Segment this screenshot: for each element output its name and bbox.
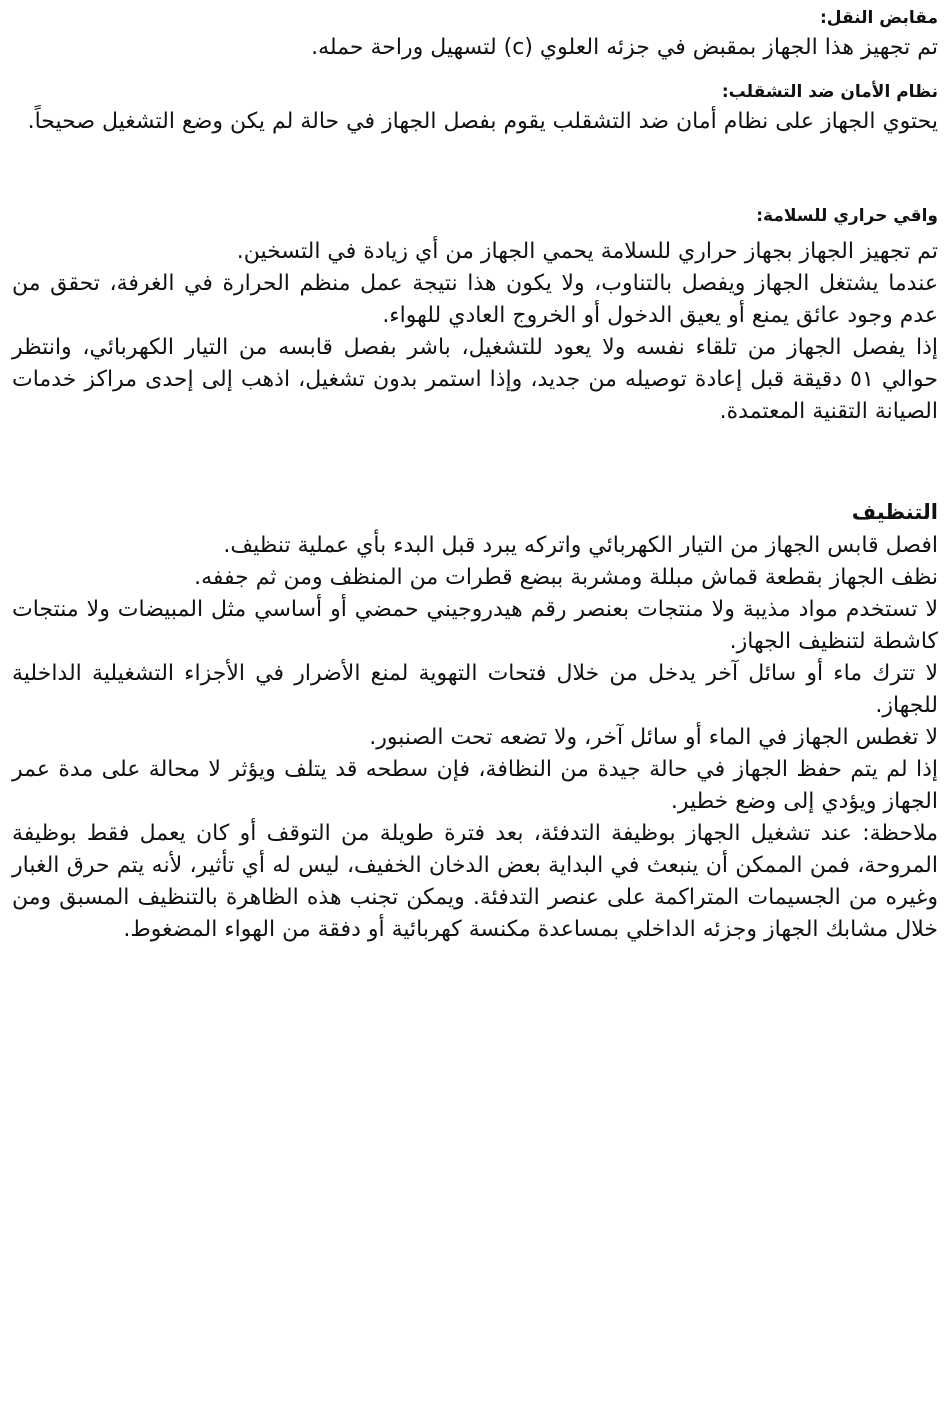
section-heading: مقابض النقل: [820, 8, 938, 28]
paragraph: يحتوي الجهاز على نظام أمان ضد التشقلب يقوم بفصل الجهاز في حالة لم يكن وضع التشغيل صحيحاً. [27, 109, 938, 134]
paragraph: لا تستخدم مواد مذيبة ولا منتجات بعنصر رقم هيدروجيني حمضي أو أساسي مثل المبيضات ولا منتجات كاشطة لتنظيف الجهاز. [12, 597, 938, 654]
section-cleaning [12, 494, 938, 946]
paragraph: لا تغطس الجهاز في الماء أو سائل آخر، ولا تضعه تحت الصنبور. [369, 725, 938, 750]
paragraph: افصل قابس الجهاز من التيار الكهربائي واتركه يبرد قبل البدء بأي عملية تنظيف. [223, 533, 938, 558]
paragraph: عندما يشتغل الجهاز ويفصل بالتناوب، ولا يكون هذا نتيجة عمل منظم الحرارة في الغرفة، تحقق من عدم وجود عائق يمنع أو يعيق الدخول أو الخروج العادي للهواء. [12, 271, 938, 328]
paragraph: نظف الجهاز بقطعة قماش مبللة ومشربة ببضع قطرات من المنظف ومن ثم جففه. [194, 565, 938, 590]
section-anti-tip-safety [12, 78, 938, 138]
paragraph: تم تجهيز الجهاز بجهاز حراري للسلامة يحمي الجهاز من أي زيادة في التسخين. [236, 239, 938, 264]
paragraph: تم تجهيز هذا الجهاز بمقبض في جزئه العلوي (c) لتسهيل وراحة حمله. [311, 35, 938, 60]
paragraph: لا تترك ماء أو سائل آخر يدخل من خلال فتحات التهوية لمنع الأضرار في الأجزاء التشغيلية الداخلية للجهاز. [12, 661, 938, 718]
section-heading: نظام الأمان ضد التشقلب: [721, 82, 938, 102]
paragraph: إذا يفصل الجهاز من تلقاء نفسه ولا يعود للتشغيل، باشر بفصل قابسه من التيار الكهربائي، وانتظر حوالي ٥١ دقيقة قبل إعادة توصيله من جديد، وإذا استمر بدون تشغيل، اذهب إلى إحدى مراكز خدمات الصيانة التقنية المعتمدة. [12, 335, 938, 424]
paragraph: ملاحظة: عند تشغيل الجهاز بوظيفة التدفئة، بعد فترة طويلة من التوقف أو كان يعمل فقط بوظيفة المروحة، فمن الممكن أن ينبعث في البداية بعض الدخان الخفيف، ليس له أي تأثير، لأنه يتم حرق الغبار وغيره من الجسيمات المتراكمة على عنصر التدفئة. ويمكن تجنب هذه الظاهرة بالتنظيف المسبق ومن خلال مشابك الجهاز وجزئه الداخلي بمساعدة مكنسة كهربائية أو دفقة من الهواء المضغوط. [12, 821, 938, 942]
section-carry-handles [12, 4, 938, 64]
section-heading: التنظيف [851, 500, 938, 524]
paragraph: إذا لم يتم حفظ الجهاز في حالة جيدة من النظافة، فإن سطحه قد يتلف ويؤثر لا محالة على مدة عمر الجهاز ويؤدي إلى وضع خطير. [12, 757, 938, 814]
section-heading: واقي حراري للسلامة: [756, 206, 938, 226]
section-thermal-protector [12, 202, 938, 428]
